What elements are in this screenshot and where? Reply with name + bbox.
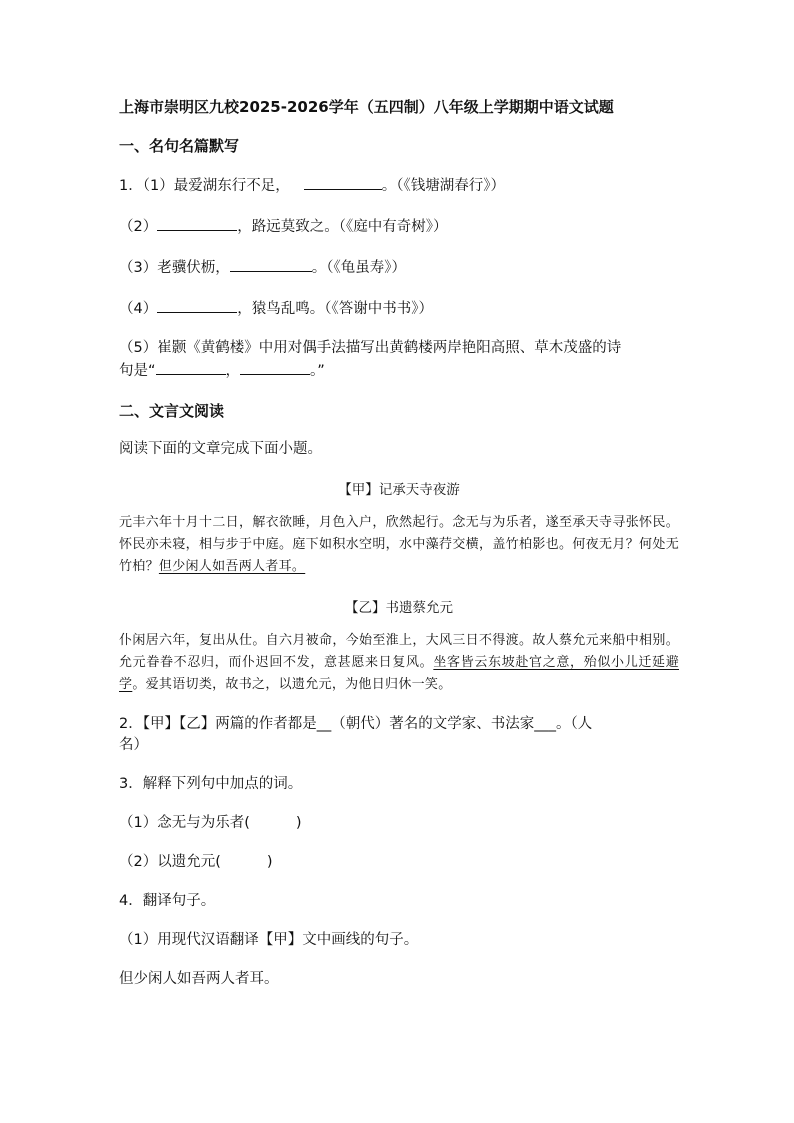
answer-blank xyxy=(156,359,226,375)
q1-item-5-end: 。” xyxy=(310,363,325,379)
section-heading-2: 二、文言文阅读 xyxy=(119,402,225,420)
q4-sub-1: （1）用现代汉语翻译【甲】文中画线的句子。 xyxy=(119,932,419,948)
q1-item-2-post: ，路远莫致之。（《庭中有奇树》） xyxy=(237,219,448,235)
answer-blank xyxy=(157,215,237,231)
passage-jia-text: 元丰六年十月十二日，解衣欲睡，月色入户，欣然起行。念无与为乐者，遂至承天寺寻张怀民。怀民亦未寝，相与步于中庭。庭下如积水空明，水中藻荇交横，盖竹柏影也。何夜无月？何处无竹柏？ xyxy=(119,515,679,574)
passage-yi-text-a: 仆闲居六年，复出从仕。自六月被命，今始至淮上，大风三日不得渡。故人蔡允元来船中相别。允元眷眷不忍归，而仆迟回不发，意甚愿来日复风。 xyxy=(119,633,679,670)
q1-item-4-post: ，猿鸟乱鸣。（《答谢中书书》） xyxy=(237,301,433,317)
reading-intro: 阅读下面的文章完成下面小题。 xyxy=(119,441,322,457)
passage-yi-underlined: 坐客皆云东坡赴官之意，殆似小儿迁延避学 xyxy=(119,655,680,692)
q3-item-2-close: ) xyxy=(266,854,273,870)
q1-item-1-pre: （1）最爱湖东行不足， xyxy=(142,178,290,194)
q1-item-1-post: 。（《钱塘湖春行》） xyxy=(381,178,505,194)
q1-item-5 xyxy=(119,338,679,382)
q1-item-5-mid: ， xyxy=(225,363,241,379)
q1-item-2 xyxy=(119,215,679,238)
answer-blank xyxy=(304,174,382,190)
q1-number: 1． xyxy=(119,178,143,194)
answer-blank xyxy=(230,256,312,272)
passage-jia-underlined: 但少闲人如吾两人者耳。 xyxy=(158,559,306,574)
passage-jia xyxy=(119,512,679,578)
passage-yi-title: 【乙】书遗蔡允元 xyxy=(345,600,453,616)
passage-yi xyxy=(119,630,679,696)
q3-stem: 3．解释下列句中加点的词。 xyxy=(119,776,303,792)
passage-yi-text-b: 。爱其语切类，故书之，以遗允元，为他日归休一笑。 xyxy=(132,677,452,692)
q3-item-1-close: ) xyxy=(295,815,302,831)
q1-item-5-pre: 句是“ xyxy=(119,363,156,379)
passage-jia-title: 【甲】记承天寺夜游 xyxy=(338,482,460,498)
q2-line2: 名） xyxy=(119,737,148,753)
q2-line1: 2．【甲】【乙】两篇的作者都是__（朝代）著名的文学家、书法家___。（人 xyxy=(119,716,593,732)
q1-item-4 xyxy=(119,297,679,320)
page-title: 上海市崇明区九校2025-2026学年（五四制）八年级上学期期中语文试题 xyxy=(119,98,614,116)
q1-item-5-line1: （5）崔颢《黄鹤楼》中用对偶手法描写出黄鹤楼两岸艳阳高照、草木茂盛的诗 xyxy=(119,340,622,356)
exam-page xyxy=(119,96,679,1008)
q4-stem: 4．翻译句子。 xyxy=(119,893,216,909)
q1-item-4-pre: （4） xyxy=(119,301,158,317)
answer-blank xyxy=(240,359,310,375)
q1-item-3-pre: （3）老骥伏枥， xyxy=(119,260,230,276)
q3-item-2 xyxy=(119,852,679,873)
answer-blank xyxy=(157,297,237,313)
q3-item-2-label: （2）以遗允元( xyxy=(119,854,221,870)
q3-item-1 xyxy=(119,813,679,834)
q1-item-3-post: 。（《龟虽寿》） xyxy=(311,260,406,276)
q1-item-3 xyxy=(119,256,679,279)
q1-item-1 xyxy=(119,174,679,197)
q1-item-2-pre: （2） xyxy=(119,219,158,235)
q2 xyxy=(119,714,679,756)
q3-item-1-label: （1）念无与为乐者( xyxy=(119,815,250,831)
q4-sentence: 但少闲人如吾两人者耳。 xyxy=(119,971,279,987)
section-heading-1: 一、名句名篇默写 xyxy=(119,137,240,155)
